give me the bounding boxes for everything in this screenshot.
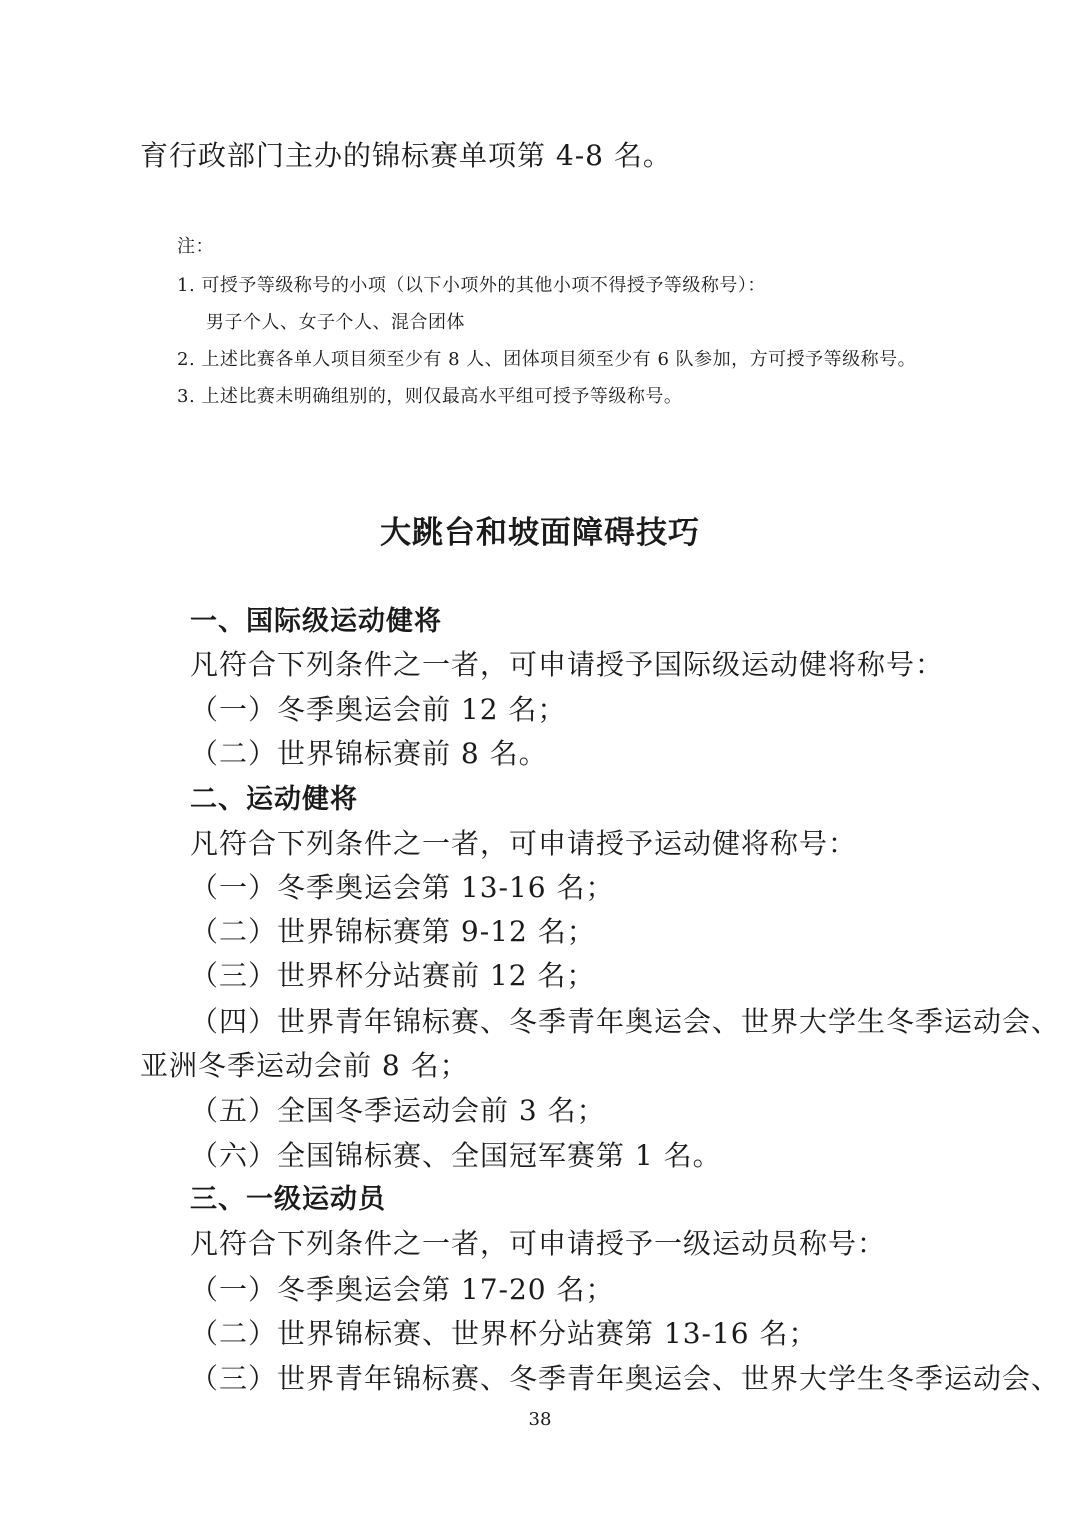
s1-item-2: （二）世界锦标赛前 8 名。 bbox=[190, 737, 548, 770]
s3-item-2: （二）世界锦标赛、世界杯分站赛第 13-16 名； bbox=[190, 1317, 818, 1350]
note-item-1: 1. 可授予等级称号的小项（以下小项外的其他小项不得授予等级称号）： bbox=[177, 275, 766, 296]
s2-intro: 凡符合下列条件之一者，可申请授予运动健将称号： bbox=[190, 827, 858, 860]
heading-first-class: 三、一级运动员 bbox=[190, 1184, 386, 1215]
s3-item-3: （三）世界青年锦标赛、冬季青年奥运会、世界大学生冬季运动会、 bbox=[190, 1362, 1061, 1395]
note-heading: 注： bbox=[177, 236, 214, 257]
s2-item-5: （五）全国冬季运动会前 3 名； bbox=[190, 1094, 606, 1127]
s2-item-4: （四）世界青年锦标赛、冬季青年奥运会、世界大学生冬季运动会、 bbox=[190, 1005, 1061, 1038]
s2-item-2: （二）世界锦标赛第 9-12 名； bbox=[190, 915, 596, 948]
s2-item-3: （三）世界杯分站赛前 12 名； bbox=[190, 959, 596, 992]
s2-item-6: （六）全国锦标赛、全国冠军赛第 1 名。 bbox=[190, 1139, 722, 1172]
s3-intro: 凡符合下列条件之一者，可申请授予一级运动员称号： bbox=[190, 1227, 887, 1260]
heading-international-master: 一、国际级运动健将 bbox=[190, 606, 442, 637]
note-item-1-sub: 男子个人、女子个人、混合团体 bbox=[206, 312, 465, 333]
note-item-2: 2. 上述比赛各单人项目须至少有 8 人、团体项目须至少有 6 队参加，方可授予等级称号。 bbox=[177, 349, 917, 370]
heading-master: 二、运动健将 bbox=[190, 784, 358, 815]
s1-intro: 凡符合下列条件之一者，可申请授予国际级运动健将称号： bbox=[190, 648, 945, 681]
s3-item-1: （一）冬季奥运会第 17-20 名； bbox=[190, 1273, 615, 1306]
s2-item-4-cont: 亚洲冬季运动会前 8 名； bbox=[140, 1049, 469, 1082]
note-item-3: 3. 上述比赛未明确组别的，则仅最高水平组可授予等级称号。 bbox=[177, 386, 683, 407]
s1-item-1: （一）冬季奥运会前 12 名； bbox=[190, 693, 567, 726]
section-title: 大跳台和坡面障碍技巧 bbox=[380, 515, 700, 551]
continuation-line: 育行政部门主办的锦标赛单项第 4-8 名。 bbox=[140, 139, 672, 172]
s2-item-1: （一）冬季奥运会第 13-16 名； bbox=[190, 871, 615, 904]
page-number: 38 bbox=[528, 1409, 552, 1430]
